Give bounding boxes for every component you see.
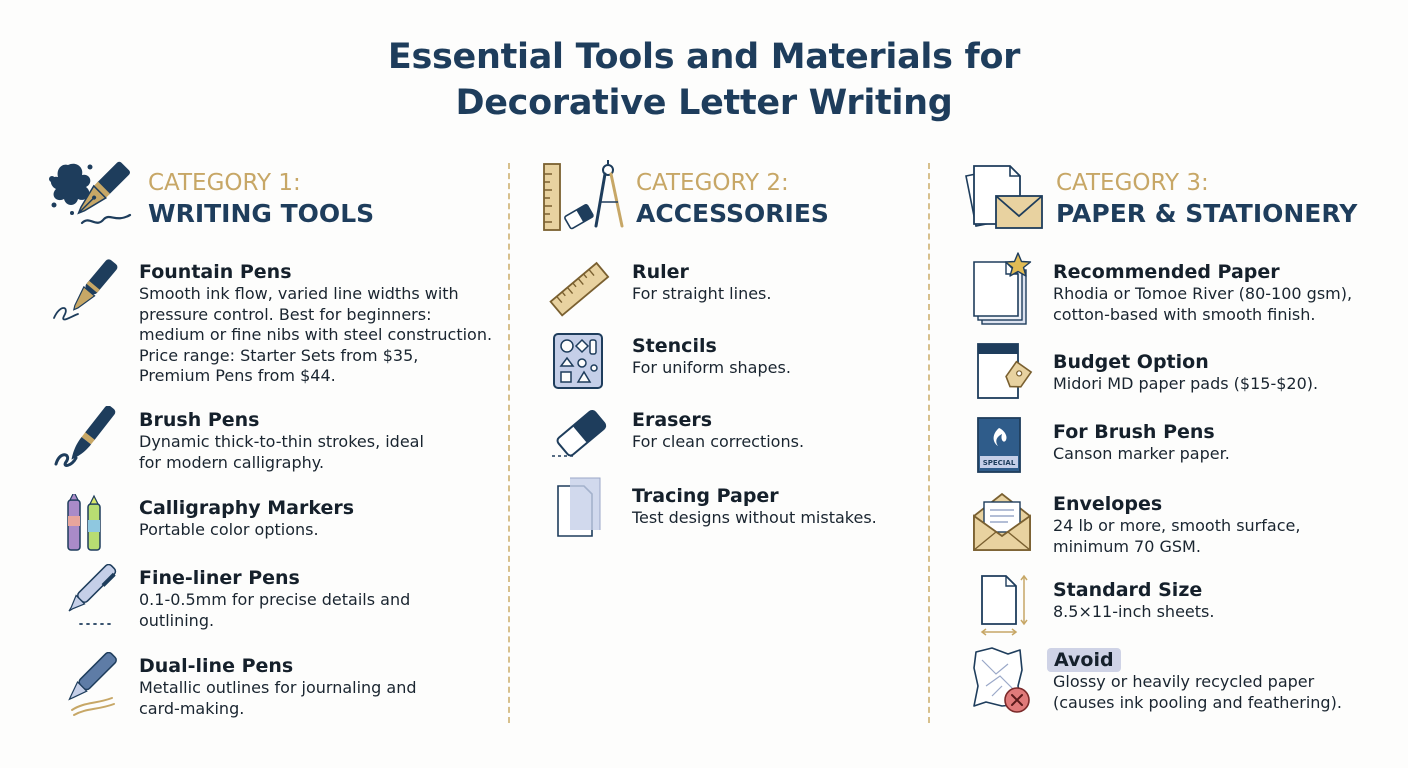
item-name: Calligraphy Markers: [139, 497, 355, 519]
category-header: [1056, 168, 1357, 230]
item-name: Brush Pens: [139, 409, 260, 431]
fountain-pen-icon: [50, 258, 126, 333]
item-description: Portable color options.: [139, 520, 319, 539]
ink-splash-fountain-pen-icon: [46, 157, 138, 238]
item-description: Glossy or heavily recycled paper (causes ink pooling and feathering).: [1053, 672, 1342, 712]
crumpled-paper-x-icon: [972, 646, 1036, 721]
category-paper-stationery: [928, 0, 1408, 768]
category-number: CATEGORY 3:: [1056, 170, 1209, 196]
item-name: Fountain Pens: [139, 261, 292, 283]
item-name: Budget Option: [1053, 351, 1209, 373]
category-writing-tools: [0, 0, 508, 768]
item-name: Fine-liner Pens: [139, 567, 300, 589]
dual-line-pen-icon: [50, 652, 126, 723]
item-description: 0.1-0.5mm for precise details and outlining.: [139, 590, 411, 630]
category-accessories: [508, 0, 928, 768]
item-description: 8.5×11-inch sheets.: [1053, 602, 1215, 621]
ruler-icon: [548, 258, 612, 325]
marker-paper-pad-icon: [976, 416, 1026, 481]
sheet-size-icon: [978, 574, 1032, 643]
category-header: [148, 168, 374, 230]
fineliner-icon: [50, 564, 126, 635]
item-name: Recommended Paper: [1053, 261, 1280, 283]
paper-pad-tag-icon: [974, 342, 1038, 407]
tracing-paper-icon: [554, 474, 610, 545]
brush-pen-icon: [50, 406, 126, 477]
category-name: ACCESSORIES: [636, 199, 829, 228]
category-number: CATEGORY 2:: [636, 170, 789, 196]
item-name: For Brush Pens: [1053, 421, 1215, 443]
item-description: For clean corrections.: [632, 432, 805, 451]
paper-envelope-icon: [962, 162, 1046, 239]
item-description: For straight lines.: [632, 284, 772, 303]
item-name: Dual-line Pens: [139, 655, 294, 677]
category-name: WRITING TOOLS: [148, 199, 375, 228]
item-description: 24 lb or more, smooth surface, minimum 70 GSM.: [1053, 516, 1301, 556]
eraser-icon: [550, 406, 614, 467]
item-name: Stencils: [632, 335, 717, 357]
pad-label: SPECIAL: [982, 459, 1016, 467]
category-header: [636, 168, 829, 230]
paper-star-icon: [972, 252, 1038, 331]
item-description: Test designs without mistakes.: [632, 508, 877, 527]
category-number: CATEGORY 1:: [148, 170, 301, 196]
title-line-1: Essential Tools and Materials for: [387, 37, 1021, 77]
stencil-icon: [552, 332, 608, 397]
item-description: Dynamic thick-to-thin strokes, ideal for modern calligraphy.: [139, 432, 424, 472]
item-name: Standard Size: [1053, 579, 1203, 601]
item-description: Rhodia or Tomoe River (80-100 gsm), cotton-based with smooth finish.: [1053, 284, 1353, 324]
title-line-2: Decorative Letter Writing: [455, 83, 953, 123]
avoid-badge: Avoid: [1047, 648, 1121, 672]
item-description: Metallic outlines for journaling and card-making.: [139, 678, 417, 718]
item-name: Envelopes: [1053, 493, 1163, 515]
envelope-icon: [972, 490, 1032, 559]
ruler-compass-icon: [542, 160, 632, 239]
markers-icon: [50, 494, 126, 563]
item-description: Smooth ink flow, varied line widths with pressure control. Best for beginners: medium or fine nibs with steel construction. Price range: Starter Sets from $35, Premium Pens from $44.: [139, 284, 493, 385]
item-description: Canson marker paper.: [1053, 444, 1230, 463]
item-description: Midori MD paper pads ($15-$20).: [1053, 374, 1319, 393]
item-description: For uniform shapes.: [632, 358, 791, 377]
item-name: Ruler: [632, 261, 689, 283]
category-name: PAPER & STATIONERY: [1056, 199, 1358, 228]
item-name: Tracing Paper: [632, 485, 779, 507]
item-name: Erasers: [632, 409, 713, 431]
